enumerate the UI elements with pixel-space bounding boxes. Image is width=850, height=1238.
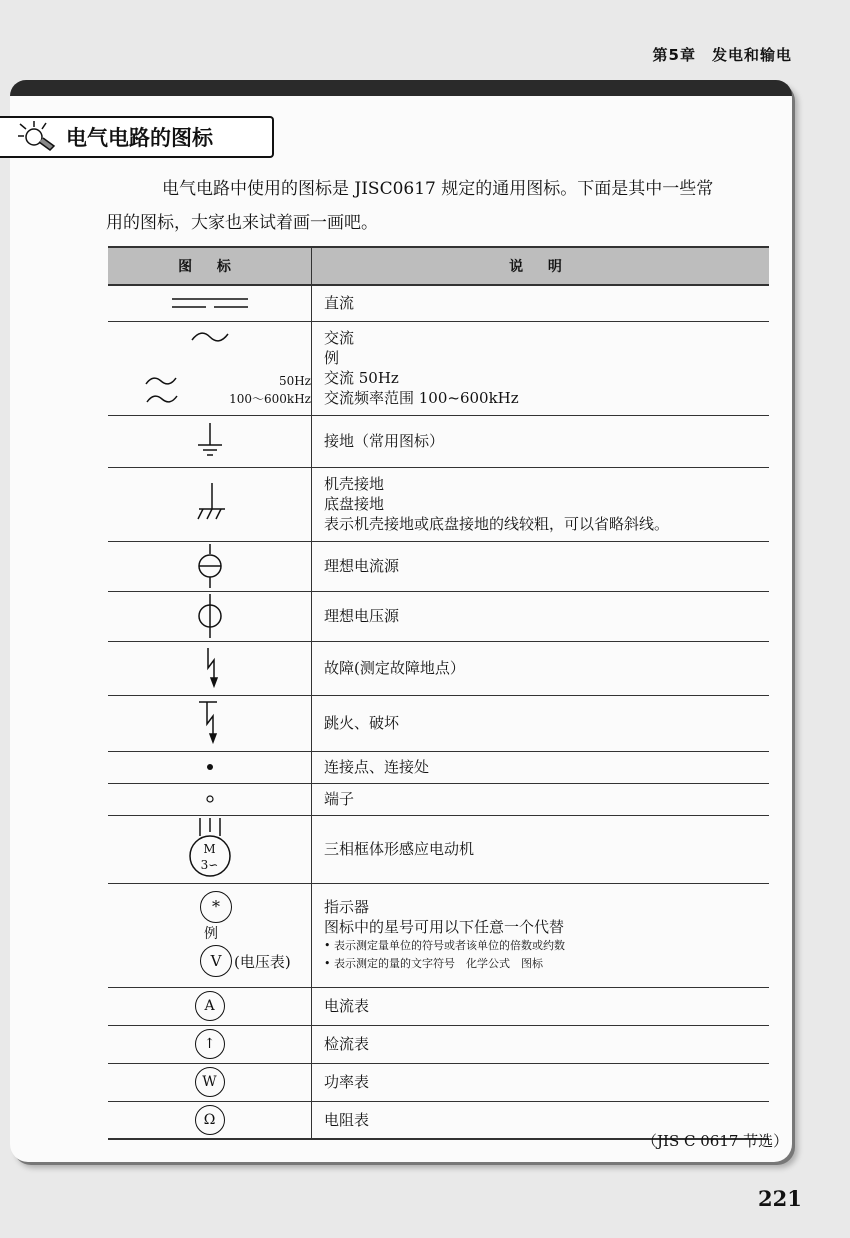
lightbulb-icon (16, 120, 62, 154)
junction-dot-symbol-icon (205, 762, 215, 772)
desc-line: 交流 (324, 329, 355, 347)
table-row (108, 1025, 769, 1063)
header-icon: 图 标 (108, 247, 312, 285)
header-description: 说 明 (312, 247, 770, 285)
flashover-symbol-icon (195, 700, 225, 746)
chassis-ground-symbol-icon (193, 481, 227, 527)
example-label: 例 (204, 926, 218, 942)
table-row (108, 783, 769, 815)
alternating-current-symbol-icon (190, 328, 230, 346)
desc-line: 理想电压源 (324, 607, 400, 625)
motor-label-3phase: 3∽ (200, 858, 219, 872)
intro-text (106, 172, 778, 240)
bullet-line: 表示测定的量的文字符号 化学公式 图标 (334, 957, 543, 970)
ohmmeter-icon: Ω (195, 1105, 225, 1135)
direct-current-symbol-icon (170, 295, 250, 311)
intro-line-1: 电气电路中使用的图标是 JISC0617 规定的通用图标。下面是其中一些常 (162, 179, 714, 199)
table-row (108, 415, 769, 467)
table-row (108, 591, 769, 641)
table-row (108, 467, 769, 541)
ground-symbol-icon (195, 421, 225, 461)
desc-line: 交流 50Hz (324, 369, 399, 387)
desc-line: 例 (324, 349, 340, 367)
table-row (108, 815, 769, 883)
fault-symbol-icon (198, 646, 222, 690)
indicator-star-icon: * (200, 891, 232, 923)
desc-line: 指示器 (324, 898, 370, 916)
table-row (108, 987, 769, 1025)
desc-line: 电流表 (324, 997, 370, 1015)
desc-line: 直流 (324, 294, 355, 313)
desc-line: 底盘接地 (324, 495, 385, 513)
desc-line: 跳火、破坏 (324, 714, 400, 732)
desc-line: 理想电流源 (324, 557, 400, 575)
desc-line: 电阻表 (324, 1110, 370, 1129)
ac-wave-icon (144, 374, 178, 388)
voltmeter-label: (电压表) (234, 953, 291, 971)
chapter-header: 第5章 发电和输电 (652, 46, 792, 64)
desc-line: 故障(测定故障地点） (324, 659, 465, 677)
ideal-voltage-source-symbol-icon (195, 594, 225, 638)
galvanometer-icon: ↑ (195, 1029, 225, 1059)
desc-line: 交流频率范围 100~600kHz (324, 389, 519, 407)
motor-label-m: M (203, 842, 216, 856)
card-top-bar (10, 80, 792, 96)
table-row (108, 751, 769, 783)
table-row (108, 641, 769, 695)
ac-label-50hz: 50Hz (278, 374, 311, 388)
ac-wave-icon (145, 392, 179, 406)
section-title: 电气电路的图标 (66, 126, 213, 150)
wattmeter-icon: W (195, 1067, 225, 1097)
ideal-current-source-symbol-icon (195, 544, 225, 588)
table-row (108, 695, 769, 751)
section-title-box (0, 116, 274, 158)
source-note: （JIS C 0617 节选） (642, 1132, 789, 1150)
voltmeter-icon: V (200, 945, 232, 977)
terminal-symbol-icon (205, 794, 215, 804)
table-row (108, 541, 769, 591)
table-header-row (108, 247, 769, 285)
desc-line: 端子 (324, 790, 355, 808)
desc-line: 三相框体形感应电动机 (324, 840, 475, 858)
table-row: * 例 V (电压表) 指示器 图标中的星号可用以下任意一个代替 • 表示测定量单位的符号或者该单位的倍数或约数 • 表示测定的量的文字符号 化学公式 图标 (108, 883, 769, 987)
table-row (108, 321, 769, 415)
ammeter-icon: A (195, 991, 225, 1021)
desc-line: 连接点、连接处 (324, 758, 430, 776)
desc-line: 检流表 (324, 1035, 370, 1053)
desc-line: 机壳接地 (324, 475, 385, 493)
table-row (108, 285, 769, 321)
symbol-table (108, 246, 769, 1140)
intro-line-2: 用的图标，大家也来试着画一画吧。 (106, 213, 378, 233)
desc-line: 功率表 (324, 1073, 370, 1091)
desc-line: 接地（常用图标） (324, 432, 445, 450)
bullet-line: 表示测定量单位的符号或者该单位的倍数或约数 (334, 939, 565, 952)
table-row (108, 1063, 769, 1101)
desc-line: 图标中的星号可用以下任意一个代替 (324, 918, 565, 936)
desc-line: 表示机壳接地或底盘接地的线较粗，可以省略斜线。 (324, 515, 670, 533)
page-number: 221 (758, 1186, 802, 1211)
ac-label-range: 100～600kHz (229, 392, 311, 406)
